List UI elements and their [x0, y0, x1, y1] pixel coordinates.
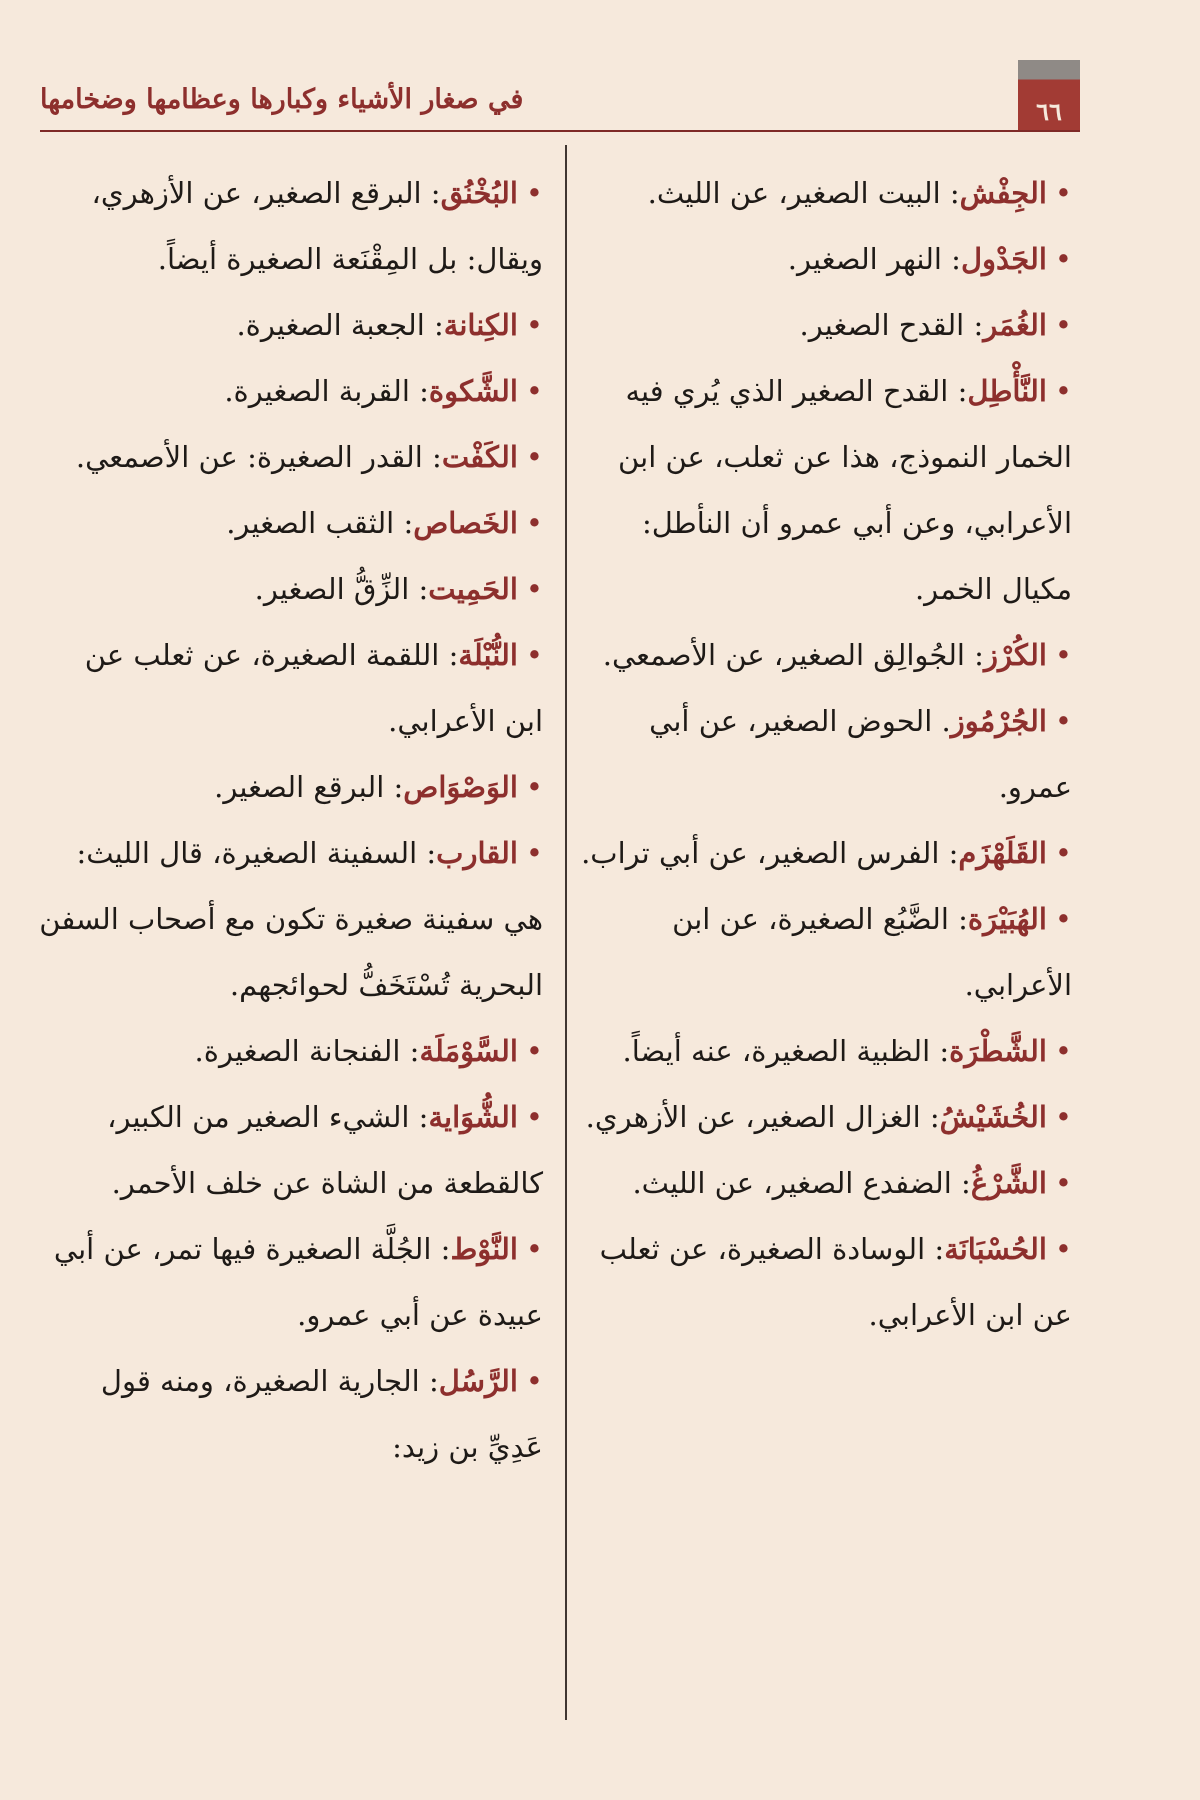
entry-term: القَلَهْزَم	[958, 836, 1047, 870]
entry-definition: : السفينة الصغيرة، قال الليث: هي سفينة صغيرة تكون مع أصحاب السفن البحرية تُسْتَخَفُّ لحوائجهم.	[39, 836, 543, 1002]
dictionary-entry	[38, 556, 543, 622]
dictionary-entry	[38, 622, 543, 754]
entry-term: الكُرْز	[983, 638, 1047, 672]
dictionary-entry	[567, 688, 1072, 820]
dictionary-entry	[38, 358, 543, 424]
entry-term: البُخْنُق	[440, 176, 518, 210]
entry-definition: : الزِّقُّ الصغير.	[254, 572, 429, 606]
bullet-icon: •	[525, 506, 543, 540]
bullet-icon: •	[525, 374, 543, 408]
dictionary-entry	[38, 1018, 543, 1084]
entry-definition: : اللقمة الصغيرة، عن ثعلب عن ابن الأعرابي.	[84, 638, 543, 738]
entry-term: الخَصاص	[413, 506, 518, 540]
entry-definition: : القربة الصغيرة.	[224, 374, 429, 408]
entry-definition: : الجُوالِق الصغير، عن الأصمعي.	[602, 638, 984, 672]
entry-term: الكِنانة	[443, 308, 518, 342]
entry-term: السَّوْمَلَة	[419, 1034, 518, 1068]
dictionary-entry	[567, 292, 1072, 358]
bullet-icon: •	[525, 836, 543, 870]
dictionary-entry	[567, 1150, 1072, 1216]
dictionary-entry	[567, 358, 1072, 622]
entry-definition: : الشيء الصغير من الكبير، كالقطعة من الشاة عن خلف الأحمر.	[107, 1100, 543, 1200]
entry-term: الهُبَيْرَة	[967, 902, 1047, 936]
entry-term: الوَصْوَاص	[403, 770, 518, 804]
dictionary-entry	[567, 622, 1072, 688]
entry-term: الشَّكوة	[428, 374, 518, 408]
entry-definition: : القدح الصغير الذي يُري فيه الخمار النموذج، هذا عن ثعلب، عن ابن الأعرابي، وعن أبي عمرو أن النأطل: مكيال الخمر.	[618, 374, 1072, 606]
dictionary-entry	[38, 424, 543, 490]
entry-definition: : البرقع الصغير، عن الأزهري، ويقال: بل المِقْنَعة الصغيرة أيضاً.	[91, 176, 543, 276]
bullet-icon: •	[525, 638, 543, 672]
entry-definition: : القدر الصغيرة: عن الأصمعي.	[75, 440, 442, 474]
entry-term: الخُشَيْشُ	[939, 1100, 1047, 1134]
entry-term: الرَّسُل	[438, 1364, 518, 1398]
header-rule	[40, 130, 1080, 132]
dictionary-entry	[38, 490, 543, 556]
bullet-icon: •	[525, 440, 543, 474]
bullet-icon: •	[1054, 242, 1072, 276]
bullet-icon: •	[1054, 1232, 1072, 1266]
right-column	[567, 160, 1072, 1348]
entry-term: النَّوْط	[450, 1232, 518, 1266]
entry-definition: : القدح الصغير.	[799, 308, 984, 342]
entry-definition: : الفرس الصغير، عن أبي تراب.	[581, 836, 959, 870]
dictionary-entry	[38, 1216, 543, 1348]
entry-term: النُّبْلَة	[458, 638, 518, 672]
entry-term: الجُرْمُوز	[950, 704, 1047, 738]
bullet-icon: •	[1054, 308, 1072, 342]
entry-definition: : الجُلَّة الصغيرة فيها تمر، عن أبي عبيدة عن أبي عمرو.	[53, 1232, 543, 1332]
bullet-icon: •	[1054, 1034, 1072, 1068]
bullet-icon: •	[525, 308, 543, 342]
entry-term: الحَمِيت	[428, 572, 518, 606]
entry-term: الكَفْت	[441, 440, 518, 474]
entry-definition: : البرقع الصغير.	[214, 770, 404, 804]
dictionary-entry	[38, 754, 543, 820]
bullet-icon: •	[525, 770, 543, 804]
entry-definition: : النهر الصغير.	[787, 242, 961, 276]
bullet-icon: •	[1054, 704, 1072, 738]
dictionary-entry	[567, 160, 1072, 226]
bullet-icon: •	[525, 1232, 543, 1266]
bullet-icon: •	[525, 1034, 543, 1068]
entry-definition: : الضَّبُع الصغيرة، عن ابن الأعرابي.	[672, 902, 1072, 1002]
entry-term: الغُمَر	[983, 308, 1047, 342]
entry-definition: : الفنجانة الصغيرة.	[194, 1034, 420, 1068]
entry-term: الحُسْبَانَة	[944, 1232, 1047, 1266]
dictionary-entry	[38, 160, 543, 292]
dictionary-entry	[567, 1216, 1072, 1348]
entry-definition: : الظبية الصغيرة، عنه أيضاً.	[622, 1034, 950, 1068]
dictionary-entry	[567, 1084, 1072, 1150]
entry-definition: : البيت الصغير، عن الليث.	[647, 176, 960, 210]
bullet-icon: •	[1054, 1100, 1072, 1134]
entry-term: الشَّرْغُ	[970, 1166, 1047, 1200]
entry-term: الشُّوَاية	[428, 1100, 518, 1134]
page-number-badge: ٦٦	[1018, 60, 1080, 130]
entry-definition: : الضفدع الصغير، عن الليث.	[632, 1166, 971, 1200]
bullet-icon: •	[525, 176, 543, 210]
bullet-icon: •	[1054, 902, 1072, 936]
bullet-icon: •	[1054, 836, 1072, 870]
entry-term: النَّأْطِل	[967, 374, 1047, 408]
bullet-icon: •	[1054, 176, 1072, 210]
entry-term: الجَدْول	[960, 242, 1047, 276]
entry-term: الشَّطْرَة	[949, 1034, 1047, 1068]
dictionary-entry	[567, 886, 1072, 1018]
dictionary-entry	[567, 226, 1072, 292]
entry-definition: : الوسادة الصغيرة، عن ثعلب عن ابن الأعرابي.	[599, 1232, 1072, 1332]
bullet-icon: •	[525, 572, 543, 606]
bullet-icon: •	[1054, 638, 1072, 672]
bullet-icon: •	[525, 1364, 543, 1398]
bullet-icon: •	[1054, 374, 1072, 408]
dictionary-entry	[38, 292, 543, 358]
bullet-icon: •	[1054, 1166, 1072, 1200]
dictionary-entry	[38, 1084, 543, 1216]
dictionary-entry	[567, 820, 1072, 886]
dictionary-entry	[38, 1348, 543, 1480]
entry-definition: : الثقب الصغير.	[226, 506, 414, 540]
dictionary-entry	[38, 820, 543, 1018]
entry-definition: . الحوض الصغير، عن أبي عمرو.	[649, 704, 1072, 804]
running-title: في صغار الأشياء وكبارها وعظامها وضخامها	[40, 84, 524, 115]
page-header	[40, 60, 1080, 132]
bullet-icon: •	[525, 1100, 543, 1134]
entry-term: القارب	[436, 836, 518, 870]
entry-definition: : الجارية الصغيرة، ومنه قول عَدِيِّ بن زيد:	[100, 1364, 543, 1464]
left-column	[38, 160, 543, 1480]
entry-term: الجِفْش	[959, 176, 1047, 210]
entry-definition: : الجعبة الصغيرة.	[236, 308, 444, 342]
entry-definition: : الغزال الصغير، عن الأزهري.	[585, 1100, 940, 1134]
dictionary-entry	[567, 1018, 1072, 1084]
